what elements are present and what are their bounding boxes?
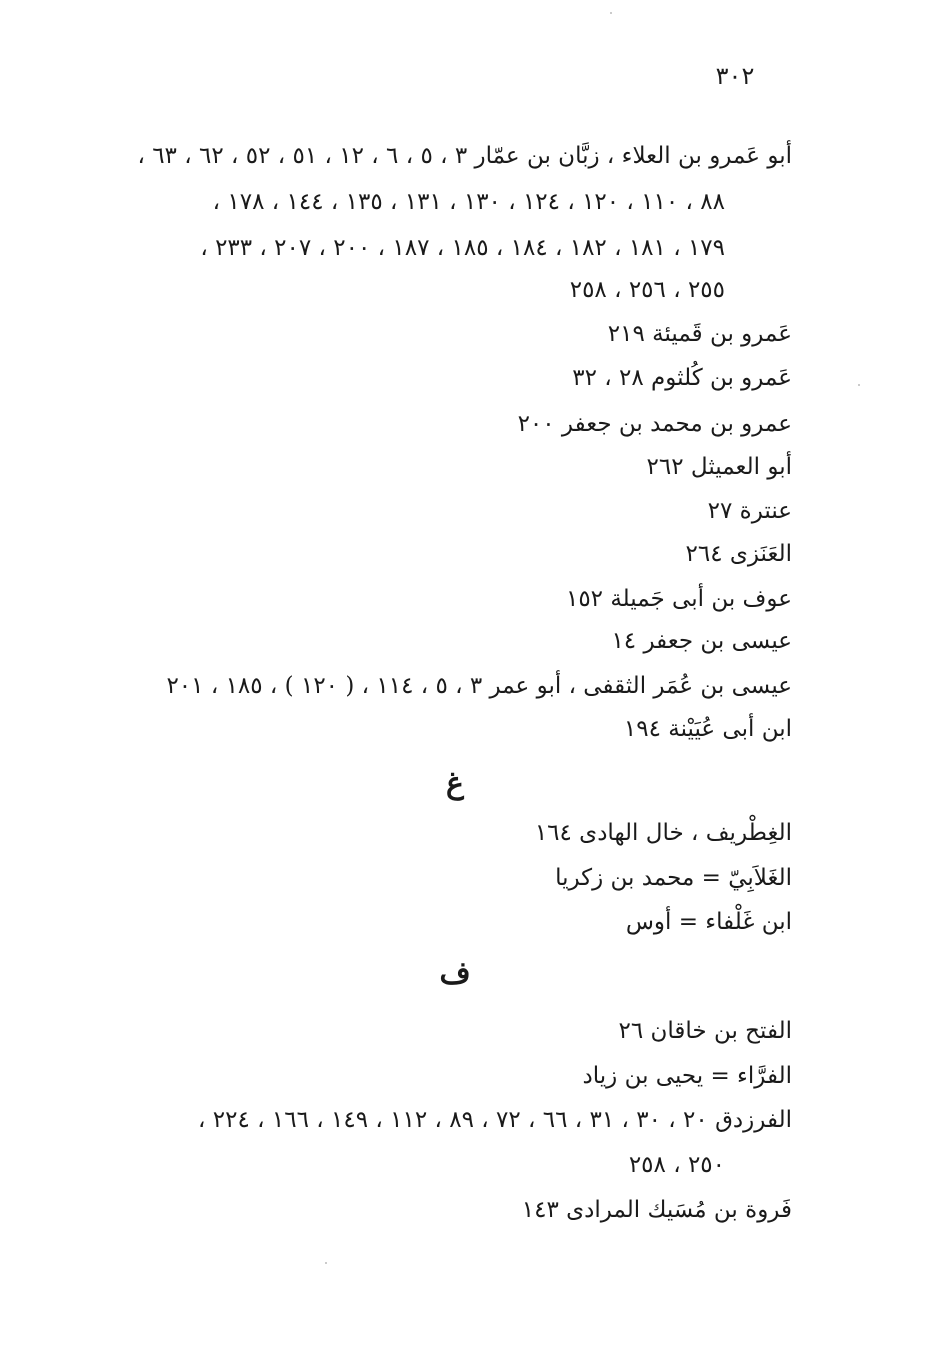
index-entry: أبو عَمرو بن العلاء ، زبَّان بن عمّار ٣ ، ٥ ، ٦ ، ١٢ ، ٥١ ، ٥٢ ، ٦٢ ، ٦٣ ، [137,143,792,169]
index-entry: الفتح بن خاقان ٢٦ [618,1018,792,1044]
index-entry: الفرزدق ٢٠ ، ٣٠ ، ٣١ ، ٦٦ ، ٧٢ ، ٨٩ ، ١١٢ ، ١٤٩ ، ١٦٦ ، ٢٢٤ ، [198,1107,792,1133]
index-entry: عيسى بن جعفر ١٤ [611,628,792,654]
section-letter-ghain: غ [446,766,464,801]
index-entry: ابن غَلْفاء = أوس [625,909,792,935]
page-number: ٣٠٢ [715,62,755,90]
scan-speck [858,384,860,386]
index-entry: عيسى بن عُمَر الثقفى ، أبو عمر ٣ ، ٥ ، ١١٤ ، ( ١٢٠ ) ، ١٨٥ ، ٢٠١ [166,673,792,699]
index-entry: الغِطْريف ، خال الهادى ١٦٤ [534,820,792,846]
index-entry: فَروة بن مُسَيك المرادى ١٤٣ [521,1197,792,1223]
scan-speck [325,1262,327,1264]
index-entry: الغَلاَبِيّ = محمد بن زكريا [555,865,792,891]
index-entry: عمرو بن محمد بن جعفر ٢٠٠ [517,411,792,437]
index-entry: ابن أبى عُيَيْنة ١٩٤ [623,716,792,742]
index-entry: عَمرو بن كُلثوم ٢٨ ، ٣٢ [572,365,792,391]
index-entry-continuation: ٨٨ ، ١١٠ ، ١٢٠ ، ١٢٤ ، ١٣٠ ، ١٣١ ، ١٣٥ ، ١٤٤ ، ١٧٨ ، [212,189,725,215]
index-entry-continuation: ٢٥٥ ، ٢٥٦ ، ٢٥٨ [569,277,725,303]
scan-speck [610,12,612,14]
index-entry: عنترة ٢٧ [707,498,792,524]
section-letter-fa: ف [439,956,471,991]
index-entry-continuation: ٢٥٠ ، ٢٥٨ [628,1152,725,1178]
index-entry-continuation: ١٧٩ ، ١٨١ ، ١٨٢ ، ١٨٤ ، ١٨٥ ، ١٨٧ ، ٢٠٠ ، ٢٠٧ ، ٢٣٣ ، [200,235,725,261]
index-entry: عَمرو بن قَميئة ٢١٩ [607,321,792,347]
index-entry: الفرَّاء = يحيى بن زياد [582,1063,792,1089]
index-entry: العَنَزى ٢٦٤ [685,541,792,567]
index-entry: عوف بن أبى جَميلة ١٥٢ [565,586,792,612]
index-entry: أبو العميثل ٢٦٢ [646,454,792,480]
